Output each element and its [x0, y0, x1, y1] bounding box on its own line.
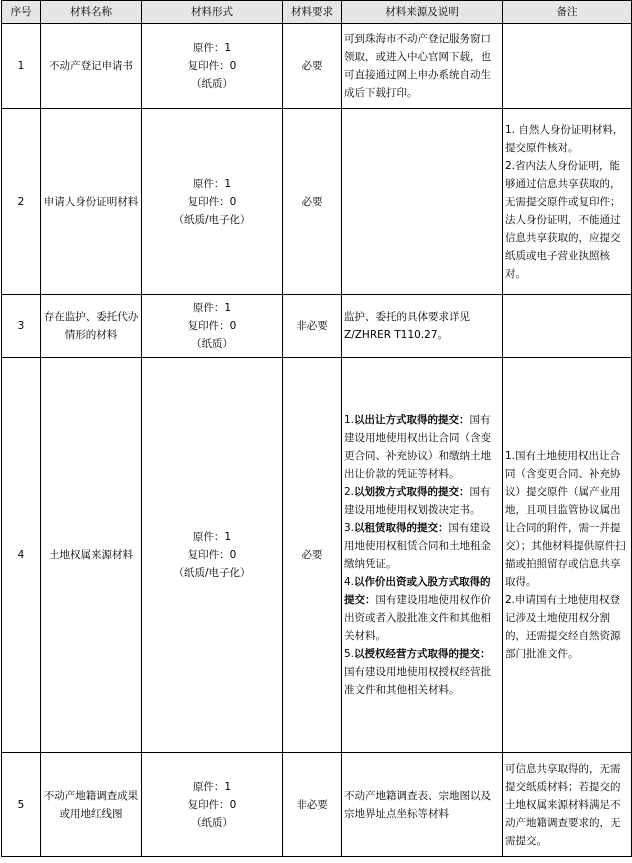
row-requirement: 非必要 [283, 295, 342, 358]
header-form: 材料形式 [142, 1, 283, 24]
row-no: 5 [2, 753, 41, 857]
row-name: 存在监护、委托代办情形的材料 [41, 295, 142, 358]
row-note: 1.国有土地使用权出让合同（含变更合同、补充协议）提交原件（属产业用地，且项目监管协议属出让合同的附件，需一并提交）；其他材料提供原件扫描或拍照留存或信息共享取得。 2.申请国有土地使用权登记涉及土地使用权分割的，还需提交经自然资源部门批准文件。 [503, 358, 632, 753]
table-row [2, 753, 632, 857]
source-item: 3.以租赁取得的提交：国有建设用地使用权租赁合同和土地租金缴纳凭证。 [344, 522, 491, 570]
row-no: 1 [2, 24, 41, 109]
header-note: 备注 [503, 1, 632, 24]
row-no: 2 [2, 109, 41, 295]
table-row [2, 358, 632, 753]
row-source [342, 358, 503, 753]
header-source: 材料来源及说明 [342, 1, 503, 24]
table-header-row [2, 1, 632, 24]
row-requirement: 必要 [283, 24, 342, 109]
row-requirement: 非必要 [283, 753, 342, 857]
table-row [2, 24, 632, 109]
row-no: 4 [2, 358, 41, 753]
row-form: 原件：1 复印件：0 （纸质） [142, 24, 283, 109]
row-requirement: 必要 [283, 358, 342, 753]
row-name: 土地权属来源材料 [41, 358, 142, 753]
row-form: 原件：1 复印件：0 （纸质） [142, 753, 283, 857]
row-name: 不动产地籍调查成果或用地红线图 [41, 753, 142, 857]
table-row [2, 109, 632, 295]
row-source [342, 109, 503, 295]
table-row [2, 295, 632, 358]
source-item: 5.以授权经营方式取得的提交：国有建设用地使用权授权经营批准文件和其他相关材料。 [344, 648, 491, 696]
row-source: 可到珠海市不动产登记服务窗口领取，或进入中心官网下载，也可直接通过网上申办系统自动生成后下载打印。 [342, 24, 503, 109]
source-item: 1.以出让方式取得的提交：国有建设用地使用权出让合同（含变更合同、补充协议）和缴纳土地出让价款的凭证等材料。 [344, 414, 491, 480]
row-note: 可信息共享取得的，无需提交纸质材料；若提交的土地权属来源材料满足不动产地籍调查要求的，无需提交。 [503, 753, 632, 857]
row-note: 1. 自然人身份证明材料，提交原件核对。 2.省内法人身份证明，能够通过信息共享获取的，无需提交原件或复印件；法人身份证明，不能通过信息共享获取的，应提交纸质或电子营业执照核对。 [503, 109, 632, 295]
header-name: 材料名称 [41, 1, 142, 24]
header-no: 序号 [2, 1, 41, 24]
row-note [503, 24, 632, 109]
row-form: 原件：1 复印件：0 （纸质/电子化） [142, 109, 283, 295]
header-requirement: 材料要求 [283, 1, 342, 24]
row-name: 不动产登记申请书 [41, 24, 142, 109]
materials-table [1, 0, 632, 857]
row-name: 申请人身份证明材料 [41, 109, 142, 295]
source-item: 2.以划拨方式取得的提交：国有建设用地使用权划拨决定书。 [344, 486, 491, 516]
row-source: 不动产地籍调查表、宗地图以及宗地界址点坐标等材料 [342, 753, 503, 857]
row-form: 原件：1 复印件：0 （纸质/电子化） [142, 358, 283, 753]
row-no: 3 [2, 295, 41, 358]
row-note [503, 295, 632, 358]
source-item: 4.以作价出资或入股方式取得的提交：国有建设用地使用权作价出资或者入股批准文件和其他相关材料。 [344, 576, 491, 642]
row-source: 监护、委托的具体要求详见Z/ZHRER T110.27。 [342, 295, 503, 358]
row-form: 原件：1 复印件：0 （纸质） [142, 295, 283, 358]
row-requirement: 必要 [283, 109, 342, 295]
